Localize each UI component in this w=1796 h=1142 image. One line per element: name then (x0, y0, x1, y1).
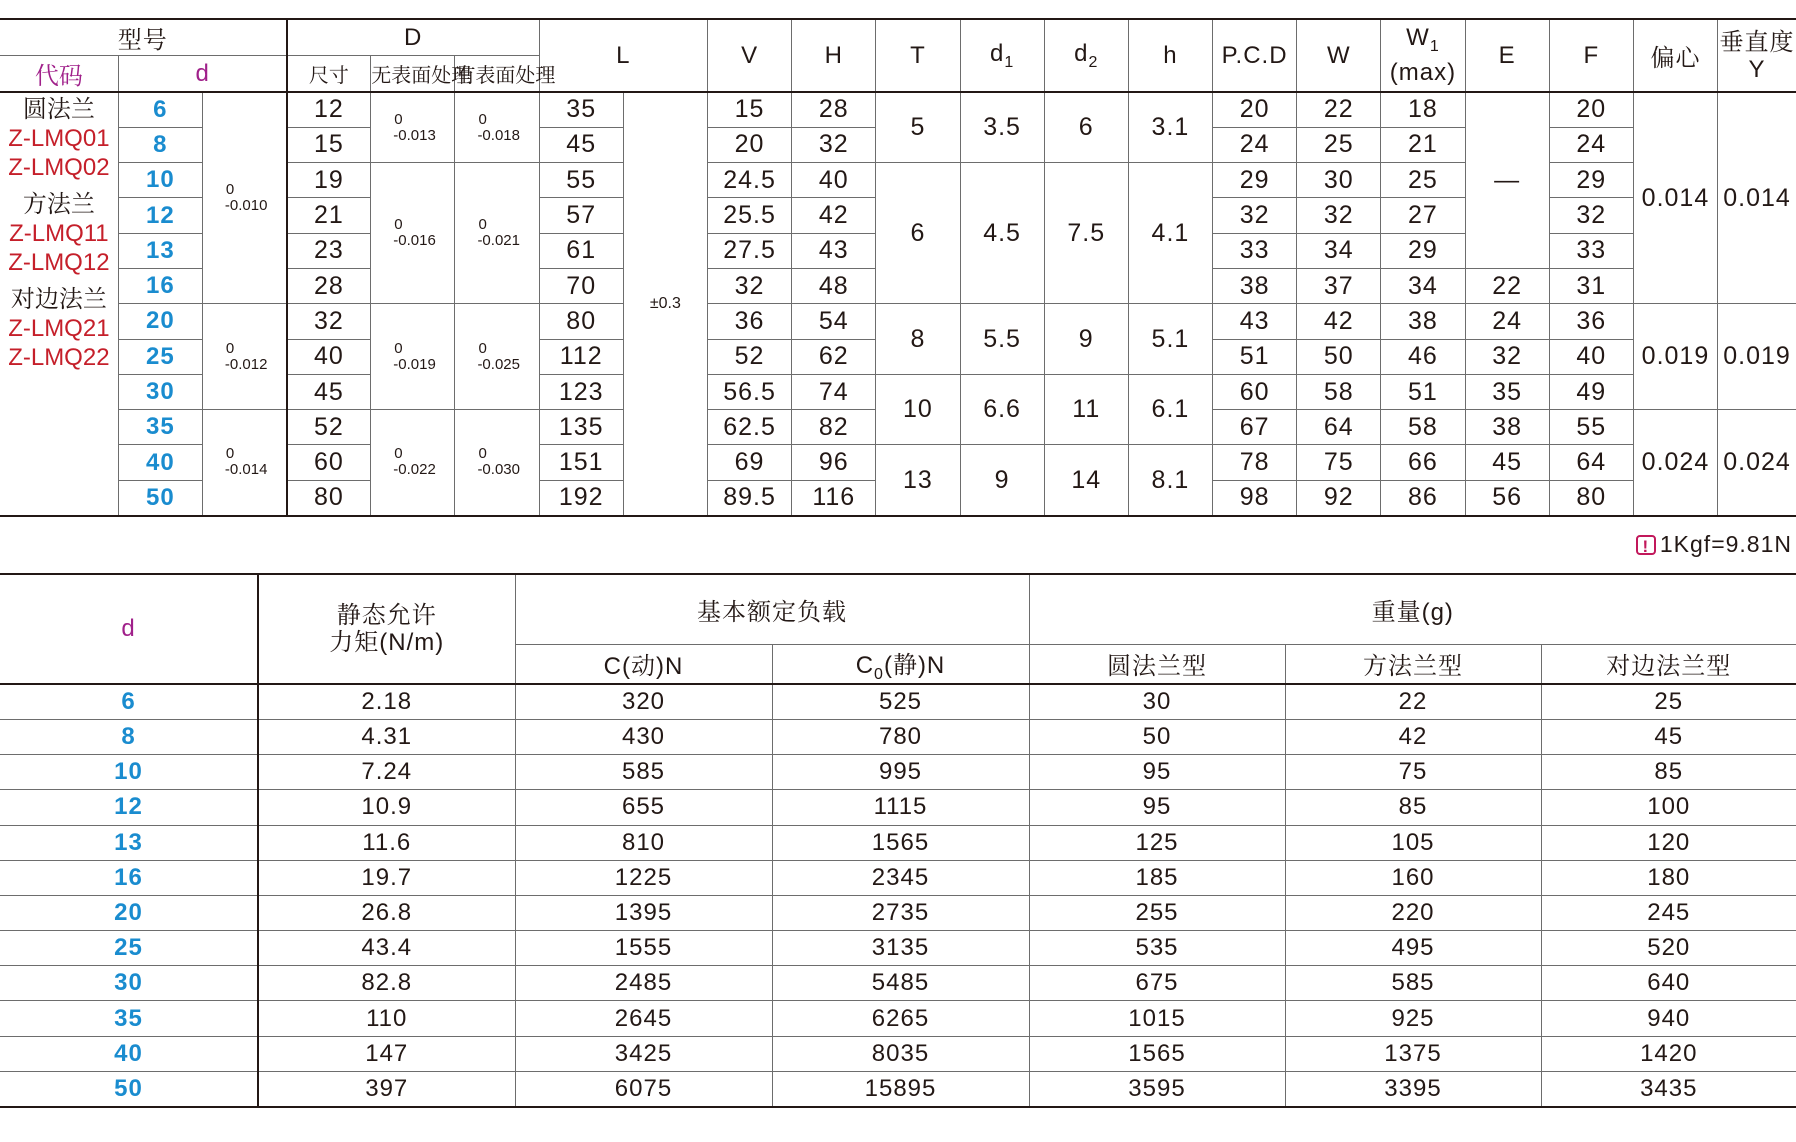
V-value: 20 (707, 127, 791, 162)
c-dynamic-value: 1225 (515, 860, 772, 895)
d-value: 6 (118, 92, 202, 127)
table-row (0, 719, 1796, 754)
D-size: 80 (287, 480, 371, 515)
eccentric-value: 0.014 (1633, 92, 1717, 304)
H-value: 48 (792, 268, 876, 303)
table-row (0, 825, 1796, 860)
d-value: 20 (118, 304, 202, 339)
weight-square: 1375 (1285, 1036, 1541, 1071)
D-tolerance-surface: 0 -0.030 (455, 410, 539, 516)
torque-value: 26.8 (258, 895, 515, 930)
load-weight-table (0, 573, 1796, 1108)
header-F: F (1549, 19, 1633, 92)
header-no-surface: 无表面处理 (371, 56, 455, 93)
d-value: 40 (118, 445, 202, 480)
W-value: 22 (1297, 92, 1381, 127)
H-value: 82 (792, 410, 876, 445)
d-value: 8 (0, 719, 258, 754)
weight-opposite: 940 (1541, 1001, 1796, 1036)
pcd-value: 33 (1213, 233, 1297, 268)
W-value: 75 (1297, 445, 1381, 480)
header-size: 尺寸 (287, 56, 371, 93)
header-W1: $W_1$ (max) (1381, 19, 1465, 92)
d-value: 25 (0, 931, 258, 966)
V-value: 15 (707, 92, 791, 127)
c0-static-value: 1565 (772, 825, 1029, 860)
D-tolerance-none: 0 -0.019 (371, 304, 455, 410)
perpendicularity-value: 0.019 (1718, 304, 1796, 410)
d-value: 35 (0, 1001, 258, 1036)
d-value: 30 (118, 374, 202, 409)
header2-weight-round: 圆法兰型 (1029, 644, 1285, 684)
torque-value: 110 (258, 1001, 515, 1036)
pcd-value: 24 (1213, 127, 1297, 162)
c-dynamic-value: 1395 (515, 895, 772, 930)
L-value: 151 (539, 445, 623, 480)
H-value: 96 (792, 445, 876, 480)
weight-opposite: 3435 (1541, 1071, 1796, 1106)
c-dynamic-value: 320 (515, 684, 772, 719)
weight-square: 160 (1285, 860, 1541, 895)
W-value: 64 (1297, 410, 1381, 445)
pcd-value: 32 (1213, 198, 1297, 233)
header2-weight-square: 方法兰型 (1285, 644, 1541, 684)
c0-static-value: 2345 (772, 860, 1029, 895)
table-row (0, 684, 1796, 719)
unit-note (1636, 531, 1792, 558)
W1-value: 58 (1381, 410, 1465, 445)
D-size: 45 (287, 374, 371, 409)
weight-round: 30 (1029, 684, 1285, 719)
header-E: E (1465, 19, 1549, 92)
F-value: 32 (1549, 198, 1633, 233)
weight-round: 535 (1029, 931, 1285, 966)
header-pcd: P.C.D (1213, 19, 1297, 92)
weight-square: 75 (1285, 755, 1541, 790)
V-value: 52 (707, 339, 791, 374)
c0-static-value: 2735 (772, 895, 1029, 930)
c0-static-value: 6265 (772, 1001, 1029, 1036)
W1-value: 46 (1381, 339, 1465, 374)
c0-static-value: 3135 (772, 931, 1029, 966)
weight-square: 22 (1285, 684, 1541, 719)
W-value: 37 (1297, 268, 1381, 303)
W-value: 34 (1297, 233, 1381, 268)
d-value: 6 (0, 684, 258, 719)
c0-static-value: 525 (772, 684, 1029, 719)
table-row (0, 790, 1796, 825)
d-value: 13 (0, 825, 258, 860)
d-value: 16 (0, 860, 258, 895)
c-dynamic-value: 430 (515, 719, 772, 754)
T-value: 5 (876, 92, 960, 163)
weight-round: 255 (1029, 895, 1285, 930)
H-value: 40 (792, 163, 876, 198)
torque-value: 4.31 (258, 719, 515, 754)
h-value: 4.1 (1128, 163, 1212, 304)
T-value: 13 (876, 445, 960, 516)
E-dash: — (1465, 92, 1549, 268)
d-value: 10 (0, 755, 258, 790)
T-value: 6 (876, 163, 960, 304)
c-dynamic-value: 655 (515, 790, 772, 825)
perpendicularity-value: 0.014 (1718, 92, 1796, 304)
torque-value: 2.18 (258, 684, 515, 719)
pcd-value: 38 (1213, 268, 1297, 303)
H-value: 116 (792, 480, 876, 515)
d2-value: 11 (1044, 374, 1128, 445)
d-tolerance: 0 -0.010 (202, 92, 286, 304)
E-value: 38 (1465, 410, 1549, 445)
d-value: 25 (118, 339, 202, 374)
torque-value: 397 (258, 1071, 515, 1106)
table-row (0, 1036, 1796, 1071)
c-dynamic-value: 1555 (515, 931, 772, 966)
header2-c-dynamic: C(动)N (515, 644, 772, 684)
L-value: 80 (539, 304, 623, 339)
weight-round: 3595 (1029, 1071, 1285, 1106)
table-row (0, 755, 1796, 790)
d-value: 16 (118, 268, 202, 303)
model-code-cell: 圆法兰 Z-LMQ01 Z-LMQ02 方法兰 Z-LMQ11 Z-LMQ12 对边法兰 Z-LMQ21 Z-LMQ22 (0, 92, 118, 516)
header2-rated-load: 基本额定负载 (515, 574, 1029, 644)
c-dynamic-value: 2485 (515, 966, 772, 1001)
d-tolerance: 0 -0.014 (202, 410, 286, 516)
h-value: 6.1 (1128, 374, 1212, 445)
W1-value: 21 (1381, 127, 1465, 162)
torque-value: 43.4 (258, 931, 515, 966)
H-value: 42 (792, 198, 876, 233)
header2-c0-static: $C_0$(静)N (772, 644, 1029, 684)
pcd-value: 67 (1213, 410, 1297, 445)
c-dynamic-value: 2645 (515, 1001, 772, 1036)
W-value: 30 (1297, 163, 1381, 198)
weight-opposite: 640 (1541, 966, 1796, 1001)
h-value: 3.1 (1128, 92, 1212, 163)
d2-value: 7.5 (1044, 163, 1128, 304)
d-value: 12 (118, 198, 202, 233)
torque-value: 10.9 (258, 790, 515, 825)
d-value: 50 (0, 1071, 258, 1106)
pcd-value: 98 (1213, 480, 1297, 515)
weight-round: 125 (1029, 825, 1285, 860)
eccentric-value: 0.024 (1633, 410, 1717, 516)
weight-opposite: 45 (1541, 719, 1796, 754)
F-value: 31 (1549, 268, 1633, 303)
weight-square: 105 (1285, 825, 1541, 860)
table-row (0, 895, 1796, 930)
D-tolerance-surface: 0 -0.025 (455, 304, 539, 410)
F-value: 20 (1549, 92, 1633, 127)
L-value: 112 (539, 339, 623, 374)
W1-value: 66 (1381, 445, 1465, 480)
D-size: 40 (287, 339, 371, 374)
c-dynamic-value: 3425 (515, 1036, 772, 1071)
weight-square: 220 (1285, 895, 1541, 930)
d-value: 50 (118, 480, 202, 515)
V-value: 27.5 (707, 233, 791, 268)
weight-opposite: 120 (1541, 825, 1796, 860)
W-value: 92 (1297, 480, 1381, 515)
L-value: 123 (539, 374, 623, 409)
E-value: 22 (1465, 268, 1549, 303)
E-value: 32 (1465, 339, 1549, 374)
c-dynamic-value: 585 (515, 755, 772, 790)
V-value: 25.5 (707, 198, 791, 233)
L-tolerance: ±0.3 (623, 92, 707, 516)
T-value: 8 (876, 304, 960, 375)
exclamation-icon: ! (1636, 535, 1656, 555)
pcd-value: 78 (1213, 445, 1297, 480)
D-tolerance-surface: 0 -0.021 (455, 163, 539, 304)
F-value: 33 (1549, 233, 1633, 268)
L-value: 192 (539, 480, 623, 515)
d-value: 40 (0, 1036, 258, 1071)
d2-value: 6 (1044, 92, 1128, 163)
V-value: 24.5 (707, 163, 791, 198)
E-value: 56 (1465, 480, 1549, 515)
d-value: 8 (118, 127, 202, 162)
weight-round: 1015 (1029, 1001, 1285, 1036)
weight-square: 3395 (1285, 1071, 1541, 1106)
eccentric-value: 0.019 (1633, 304, 1717, 410)
header-d: d (118, 56, 286, 93)
D-tolerance-none: 0 -0.013 (371, 92, 455, 163)
pcd-value: 51 (1213, 339, 1297, 374)
d-value: 35 (118, 410, 202, 445)
W1-value: 25 (1381, 163, 1465, 198)
header-model: 型号 (0, 19, 287, 56)
weight-square: 925 (1285, 1001, 1541, 1036)
torque-value: 11.6 (258, 825, 515, 860)
pcd-value: 20 (1213, 92, 1297, 127)
L-value: 70 (539, 268, 623, 303)
weight-opposite: 100 (1541, 790, 1796, 825)
header2-weight: 重量(g) (1029, 574, 1796, 644)
c0-static-value: 995 (772, 755, 1029, 790)
W-value: 25 (1297, 127, 1381, 162)
W-value: 50 (1297, 339, 1381, 374)
weight-opposite: 85 (1541, 755, 1796, 790)
c0-static-value: 15895 (772, 1071, 1029, 1106)
c-dynamic-value: 810 (515, 825, 772, 860)
header-eccentric: 偏心 (1633, 19, 1717, 92)
header-V: V (707, 19, 791, 92)
weight-opposite: 245 (1541, 895, 1796, 930)
c0-static-value: 5485 (772, 966, 1029, 1001)
header-code: 代码 (0, 56, 118, 93)
F-value: 49 (1549, 374, 1633, 409)
F-value: 55 (1549, 410, 1633, 445)
D-tolerance-surface: 0 -0.018 (455, 92, 539, 163)
table-row (0, 304, 1796, 339)
d1-value: 4.5 (960, 163, 1044, 304)
weight-square: 495 (1285, 931, 1541, 966)
torque-value: 82.8 (258, 966, 515, 1001)
F-value: 24 (1549, 127, 1633, 162)
header-T: T (876, 19, 960, 92)
F-value: 80 (1549, 480, 1633, 515)
weight-opposite: 1420 (1541, 1036, 1796, 1071)
d1-value: 5.5 (960, 304, 1044, 375)
d1-value: 3.5 (960, 92, 1044, 163)
h-value: 5.1 (1128, 304, 1212, 375)
torque-value: 7.24 (258, 755, 515, 790)
weight-square: 42 (1285, 719, 1541, 754)
W1-value: 38 (1381, 304, 1465, 339)
W-value: 58 (1297, 374, 1381, 409)
header-with-surface: 有表面处理 (455, 56, 539, 93)
h-value: 8.1 (1128, 445, 1212, 516)
D-size: 23 (287, 233, 371, 268)
perpendicularity-value: 0.024 (1718, 410, 1796, 516)
V-value: 32 (707, 268, 791, 303)
V-value: 36 (707, 304, 791, 339)
header2-d: d (0, 574, 258, 684)
F-value: 40 (1549, 339, 1633, 374)
E-value: 45 (1465, 445, 1549, 480)
header-h: h (1128, 19, 1212, 92)
c0-static-value: 1115 (772, 790, 1029, 825)
pcd-value: 60 (1213, 374, 1297, 409)
table-row (0, 1071, 1796, 1106)
c0-static-value: 780 (772, 719, 1029, 754)
D-size: 60 (287, 445, 371, 480)
V-value: 69 (707, 445, 791, 480)
dimensions-table (0, 18, 1796, 517)
pcd-value: 43 (1213, 304, 1297, 339)
L-value: 35 (539, 92, 623, 127)
weight-opposite: 25 (1541, 684, 1796, 719)
weight-square: 585 (1285, 966, 1541, 1001)
table-row (0, 1001, 1796, 1036)
d-value: 30 (0, 966, 258, 1001)
H-value: 28 (792, 92, 876, 127)
weight-round: 675 (1029, 966, 1285, 1001)
c-dynamic-value: 6075 (515, 1071, 772, 1106)
D-size: 32 (287, 304, 371, 339)
torque-value: 147 (258, 1036, 515, 1071)
D-size: 12 (287, 92, 371, 127)
weight-round: 95 (1029, 790, 1285, 825)
F-value: 64 (1549, 445, 1633, 480)
T-value: 10 (876, 374, 960, 445)
table-row (0, 966, 1796, 1001)
D-size: 52 (287, 410, 371, 445)
D-size: 15 (287, 127, 371, 162)
D-tolerance-none: 0 -0.016 (371, 163, 455, 304)
c0-static-value: 8035 (772, 1036, 1029, 1071)
weight-square: 85 (1285, 790, 1541, 825)
V-value: 56.5 (707, 374, 791, 409)
header-W: W (1297, 19, 1381, 92)
W1-value: 18 (1381, 92, 1465, 127)
W1-value: 29 (1381, 233, 1465, 268)
E-value: 24 (1465, 304, 1549, 339)
d-tolerance: 0 -0.012 (202, 304, 286, 410)
weight-round: 50 (1029, 719, 1285, 754)
L-value: 45 (539, 127, 623, 162)
weight-round: 1565 (1029, 1036, 1285, 1071)
W1-value: 27 (1381, 198, 1465, 233)
D-size: 28 (287, 268, 371, 303)
header2-weight-opposite: 对边法兰型 (1541, 644, 1796, 684)
header-d2: $d_2$ (1044, 19, 1128, 92)
V-value: 62.5 (707, 410, 791, 445)
header-H: H (792, 19, 876, 92)
weight-opposite: 520 (1541, 931, 1796, 966)
D-tolerance-none: 0 -0.022 (371, 410, 455, 516)
H-value: 32 (792, 127, 876, 162)
D-size: 19 (287, 163, 371, 198)
torque-value: 19.7 (258, 860, 515, 895)
d-value: 13 (118, 233, 202, 268)
header2-torque: 静态允许 力矩(N/m) (258, 574, 515, 684)
H-value: 62 (792, 339, 876, 374)
D-size: 21 (287, 198, 371, 233)
table-row (0, 92, 1796, 127)
header-L: L (539, 19, 707, 92)
L-value: 61 (539, 233, 623, 268)
W1-value: 34 (1381, 268, 1465, 303)
W1-value: 51 (1381, 374, 1465, 409)
pcd-value: 29 (1213, 163, 1297, 198)
E-value: 35 (1465, 374, 1549, 409)
header-perpendicularity: 垂直度 Y (1718, 19, 1796, 92)
weight-opposite: 180 (1541, 860, 1796, 895)
header-d1: $d_1$ (960, 19, 1044, 92)
W-value: 42 (1297, 304, 1381, 339)
table-row (0, 931, 1796, 966)
F-value: 29 (1549, 163, 1633, 198)
L-value: 57 (539, 198, 623, 233)
V-value: 89.5 (707, 480, 791, 515)
d-value: 10 (118, 163, 202, 198)
L-value: 135 (539, 410, 623, 445)
L-value: 55 (539, 163, 623, 198)
unit-note-text: 1Kgf=9.81N (1659, 531, 1792, 557)
d2-value: 14 (1044, 445, 1128, 516)
d1-value: 6.6 (960, 374, 1044, 445)
table-row (0, 860, 1796, 895)
header-D: D (287, 19, 540, 56)
H-value: 54 (792, 304, 876, 339)
W-value: 32 (1297, 198, 1381, 233)
d-value: 20 (0, 895, 258, 930)
d-value: 12 (0, 790, 258, 825)
W1-value: 86 (1381, 480, 1465, 515)
d2-value: 9 (1044, 304, 1128, 375)
weight-round: 95 (1029, 755, 1285, 790)
H-value: 74 (792, 374, 876, 409)
F-value: 36 (1549, 304, 1633, 339)
weight-round: 185 (1029, 860, 1285, 895)
d1-value: 9 (960, 445, 1044, 516)
H-value: 43 (792, 233, 876, 268)
